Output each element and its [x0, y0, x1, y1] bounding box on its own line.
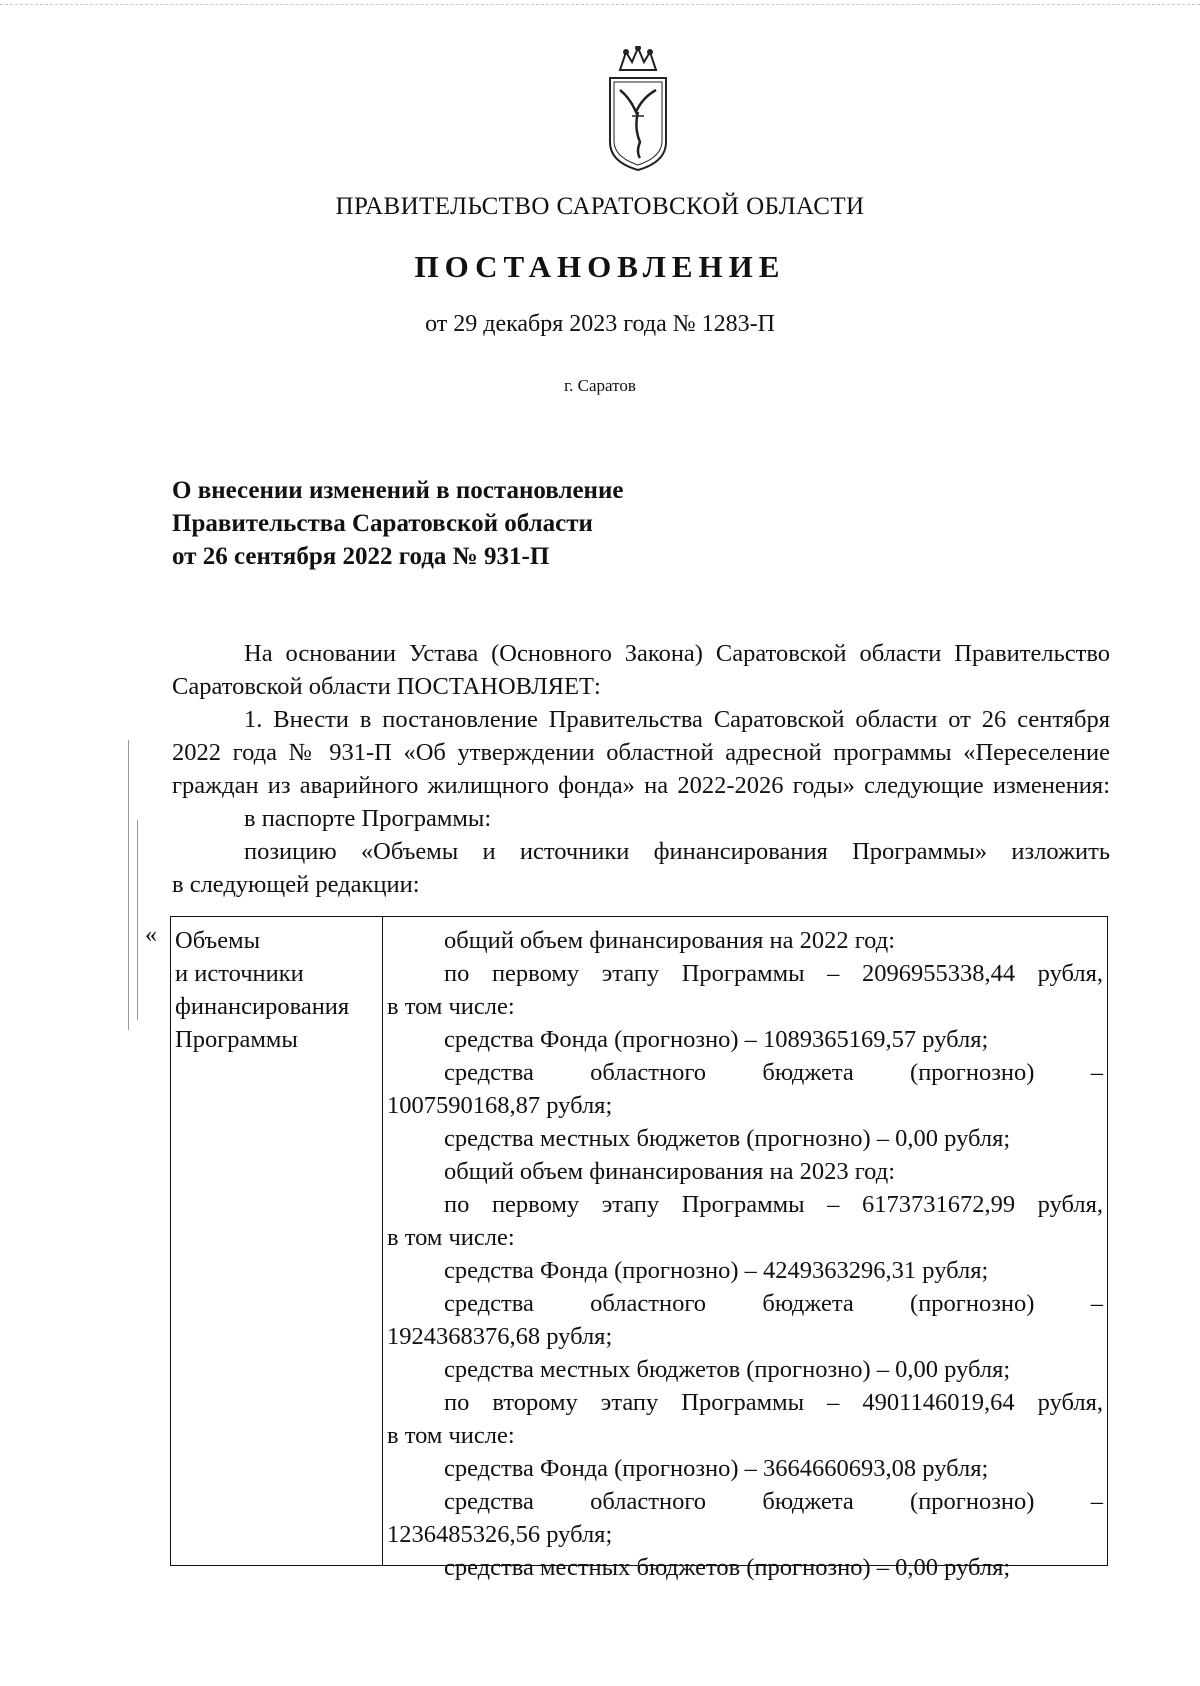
opening-quote: « — [145, 922, 157, 948]
body-line: в паспорте Программы: — [244, 805, 492, 832]
value-line: общий объем финансирования на 2023 год: — [444, 1158, 896, 1185]
value-line: средства областного бюджета (прогнозно) – — [444, 1290, 1103, 1317]
value-line: средства местных бюджетов (прогнозно) – 0,00 рубля; — [444, 1125, 1011, 1152]
value-line: 1924368376,68 рубля; — [387, 1323, 613, 1350]
financing-table — [170, 916, 1108, 1581]
value-line: 1007590168,87 рубля; — [387, 1092, 613, 1119]
document-date-number: от 29 декабря 2023 года № 1283-П — [425, 311, 775, 337]
coat-of-arms-icon — [596, 46, 680, 172]
label-line: финансирования — [175, 993, 350, 1020]
document-body — [172, 637, 1110, 901]
body-line: 2022 года № 931-П «Об утверждении областной адресной программы «Переселение — [172, 739, 1110, 766]
table-label-cell — [175, 924, 349, 1056]
value-line: в том числе: — [387, 1422, 515, 1449]
document-city: г. Саратов — [564, 376, 636, 395]
value-line: в том числе: — [387, 1224, 515, 1251]
title-line: О внесении изменений в постановление — [172, 477, 624, 504]
label-line: Объемы — [175, 927, 261, 954]
scan-edge-line — [0, 4, 1200, 5]
label-line: Программы — [175, 1026, 298, 1053]
document-kind: ПОСТАНОВЛЕНИЕ — [414, 249, 786, 284]
value-line: средства Фонда (прогнозно) – 4249363296,31 рубля; — [444, 1257, 989, 1284]
body-line: Саратовской области ПОСТАНОВЛЯЕТ: — [172, 673, 601, 700]
scan-margin-mark — [137, 820, 138, 1020]
value-line: в том числе: — [387, 993, 515, 1020]
value-line: средства Фонда (прогнозно) – 1089365169,57 рубля; — [444, 1026, 989, 1053]
value-line: средства Фонда (прогнозно) – 3664660693,08 рубля; — [444, 1455, 989, 1482]
body-line: 1. Внести в постановление Правительства Саратовской области от 26 сентября — [244, 706, 1110, 733]
title-line: Правительства Саратовской области — [172, 510, 593, 537]
label-line: и источники — [175, 960, 304, 987]
value-line: по первому этапу Программы – 6173731672,99 рубля, — [444, 1191, 1103, 1218]
government-name: ПРАВИТЕЛЬСТВО САРАТОВСКОЙ ОБЛАСТИ — [335, 193, 865, 220]
scan-margin-mark — [128, 740, 129, 1030]
title-line: от 26 сентября 2022 года № 931-П — [172, 543, 550, 570]
body-line: в следующей редакции: — [172, 871, 420, 898]
value-line: средства местных бюджетов (прогнозно) – 0,00 рубля; — [444, 1356, 1011, 1383]
body-line: граждан из аварийного жилищного фонда» на 2022-2026 годы» следующие изменения: — [172, 772, 1110, 799]
value-line: по первому этапу Программы – 2096955338,44 рубля, — [444, 960, 1103, 987]
value-line: средства областного бюджета (прогнозно) – — [444, 1488, 1103, 1515]
table-value-cell — [387, 924, 1103, 1584]
value-line: по второму этапу Программы – 4901146019,64 рубля, — [444, 1389, 1103, 1416]
value-line: общий объем финансирования на 2022 год: — [444, 927, 896, 954]
body-line: позицию «Объемы и источники финансирования Программы» изложить — [244, 838, 1110, 865]
document-title — [172, 474, 623, 573]
value-line: средства областного бюджета (прогнозно) – — [444, 1059, 1103, 1086]
value-line: средства местных бюджетов (прогнозно) – 0,00 рубля; — [444, 1554, 1011, 1581]
table-column-divider — [382, 917, 383, 1565]
value-line: 1236485326,56 рубля; — [387, 1521, 613, 1548]
body-line: На основании Устава (Основного Закона) Саратовской области Правительство — [244, 640, 1110, 667]
